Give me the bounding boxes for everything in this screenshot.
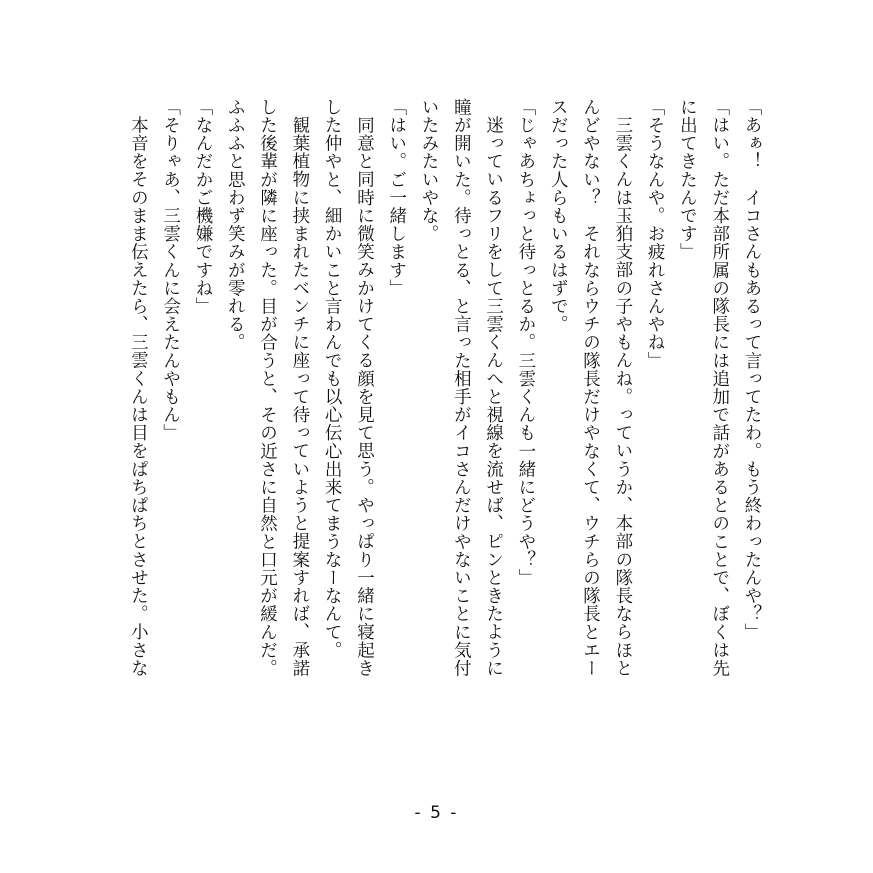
text-line: 「じゃあちょっと待っとるか。三雲くんも一緒にどうや？」 xyxy=(515,98,536,587)
text-line: 迷っているフリをして三雲くんへと視線を流せば、ピンときたように xyxy=(483,115,504,677)
text-line: に出てきたんです」 xyxy=(677,98,698,261)
text-line: 三雲くんは玉狛支部の子やもんね。っていうか、本部の隊長ならほと xyxy=(612,115,633,677)
text-line: 「そうなんや。お疲れさんやね」 xyxy=(645,98,666,370)
vertical-text-body xyxy=(103,98,768,778)
text-line: スだった人らもいるはずで。 xyxy=(548,98,569,334)
text-line: 「はい。ただ本部所属の隊長には追加で話があるとのことで、ぼくは先 xyxy=(709,98,730,678)
text-line: 「そりゃあ、三雲くんに会えたんやもん」 xyxy=(160,98,181,442)
text-line: 「はい。ご一緒します」 xyxy=(386,98,407,298)
text-line: 「あぁ！ イコさんもあるって言ってたわ。もう終わったんや？」 xyxy=(742,98,762,641)
text-line: 同意と同時に微笑みかけてくる顔を見て思う。やっぱり一緒に寝起き xyxy=(354,115,375,677)
text-line: 本音をそのまま伝えたら、三雲くんは目をぱちぱちとさせた。小さな xyxy=(128,115,149,677)
text-line: 観葉植物に挟まれたベンチに座って待っていようと提案すれば、承諾 xyxy=(289,115,310,677)
text-line: した後輩が隣に座った。目が合うと、その近さに自然と口元が緩んだ。 xyxy=(257,98,278,678)
text-line: んどやない？ それならウチの隊長だけやなくて、ウチらの隊長とエー xyxy=(580,98,601,678)
text-line: した仲やと、細かいこと言わんでも以心伝心出来てまうなーなんて。 xyxy=(322,98,343,660)
text-line: いたみたいやな。 xyxy=(419,98,440,243)
page-number: - 5 - xyxy=(414,803,459,823)
text-line: 瞳が開いた。待っとる、と言った相手がイコさんだけやないことに気付 xyxy=(451,98,472,678)
text-line: ふふふと思わず笑みが零れる。 xyxy=(225,98,246,352)
text-line: 「なんだかご機嫌ですね」 xyxy=(192,98,213,316)
